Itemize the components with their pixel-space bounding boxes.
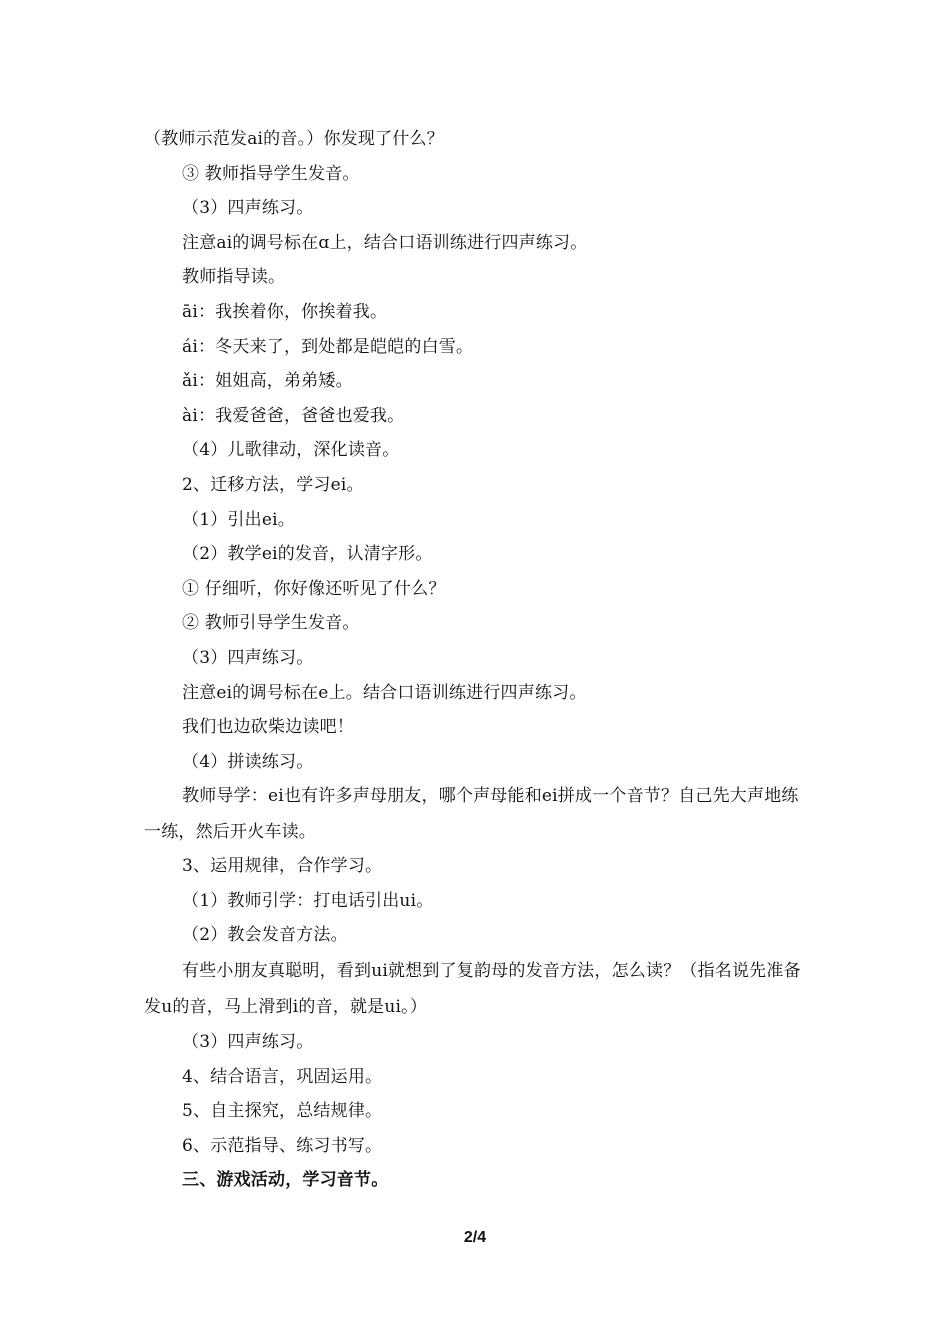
paragraph: 教师指导读。 (182, 267, 286, 288)
section-heading: 2、迁移方法，学习ei。 (182, 474, 364, 495)
section-heading: 4、结合语言，巩固运用。 (182, 1066, 383, 1087)
paragraph: ③ 教师指导学生发音。 (182, 163, 360, 184)
paragraph: āi：我挨着你，你挨着我。 (182, 301, 388, 322)
paragraph: ② 教师引导学生发音。 (182, 613, 360, 634)
paragraph: 有些小朋友真聪明，看到ui就想到了复韵母的发音方法，怎么读？（指名说先准备发u的音，马上滑到i的音，就是ui。） (144, 961, 801, 1018)
document-body (144, 122, 814, 1198)
paragraph: ① 仔细听，你好像还听见了什么？ (182, 578, 446, 599)
paragraph: （2）教学ei的发音，认清字形。 (182, 544, 433, 565)
section-heading: 5、自主探究，总结规律。 (182, 1101, 383, 1122)
paragraph: ài：我爱爸爸，爸爸也爱我。 (182, 405, 405, 426)
paragraph: （1）引出ei。 (182, 509, 295, 530)
paragraph: （3）四声练习。 (182, 198, 314, 219)
page-number: 2/4 (463, 1229, 487, 1246)
paragraph: 教师导学：ei也有许多声母朋友，哪个声母能和ei拼成一个音节？自己先大声地练一练，然后开火车读。 (144, 786, 799, 843)
paragraph: ǎi：姐姐高，弟弟矮。 (182, 371, 353, 392)
paragraph: 注意ei的调号标在e上。结合口语训练进行四声练习。 (182, 682, 587, 703)
paragraph: ái：冬天来了，到处都是皑皑的白雪。 (182, 336, 474, 357)
paragraph: （2）教会发音方法。 (182, 925, 348, 946)
section-heading: 6、示范指导、练习书写。 (182, 1135, 383, 1156)
paragraph: （3）四声练习。 (182, 1032, 314, 1053)
chapter-heading: 三、游戏活动，学习音节。 (182, 1170, 389, 1191)
paragraph: （1）教师引学：打电话引出ui。 (182, 890, 434, 911)
paragraph: （4）儿歌律动，深化读音。 (182, 440, 400, 461)
paragraph: （3）四声练习。 (182, 647, 314, 668)
paragraph: 我们也边砍柴边读吧！ (182, 717, 354, 738)
section-heading: 3、运用规律，合作学习。 (182, 856, 383, 877)
paragraph: （4）拼读练习。 (182, 751, 314, 772)
paragraph: 注意ai的调号标在ɑ上，结合口语训练进行四声练习。 (182, 232, 588, 253)
paragraph: （教师示范发ai的音。）你发现了什么？ (144, 129, 444, 149)
